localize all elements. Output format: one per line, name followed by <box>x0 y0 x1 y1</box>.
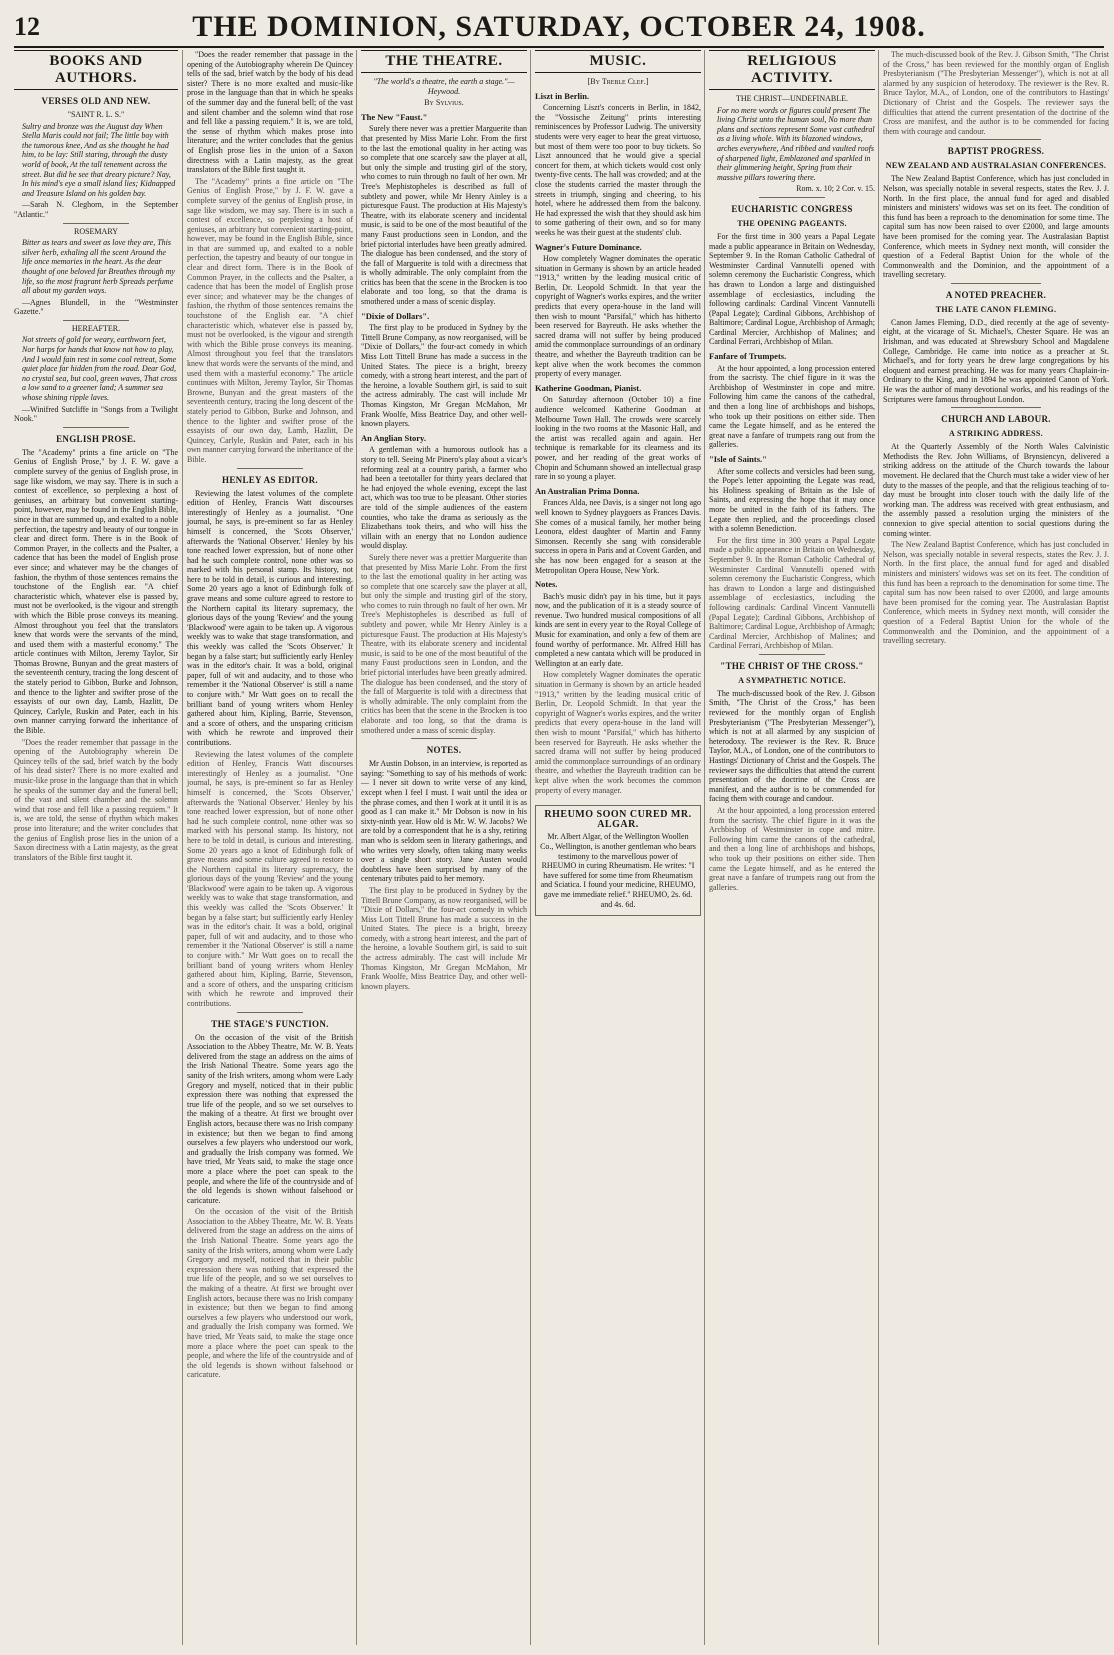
goodman-article: On Saturday afternoon (October 10) a fine audience welcomed Katherine Goodman at Melbourne Town Hall. The crowds were scarcely looking in the two rooms at the Masonic Hall, and the artist was recalled again and again. Her technique is remarkable for its clearness and its power, and her reading of the great works of Chopin and Schumann showed an intellectual grasp rare in so young a player. <box>535 395 701 482</box>
isle-of-saints-heading: "Isle of Saints." <box>709 454 767 464</box>
newspaper-title: THE DOMINION, SATURDAY, OCTOBER 24, 1908. <box>192 10 926 43</box>
poem-author: —Agnes Blundell, in the "Westminster Gazette." <box>14 297 178 317</box>
faust-article: Surely there never was a prettier Marguerite than that presented by Miss Marie Lohr. From the first to the last the emotional quality in her acting was so complete that one scarcely saw the player at all, but only the simple and trusting girl of the story, who comes to ruin through no fault of her own. Mr Tree's Mephistopheles is described as full of subtlety and power, while Mr Henry Ainley is a picturesque Faust. The production at His Majesty's Theatre, with its elaborate scenery and incidental music, is said to be one of the most beautiful of the many Faust productions seen in London, and the brief pictorial interludes have been greatly admired. The dialogue has been condensed, and the story of the fall of Marguerite is told with a directness that is wholly admirable. The only complaint from the critics has been that the scene in the Brocken is too elaborate and too long, so that the drama is smothered under a mass of scenic display. <box>361 124 527 307</box>
christ-of-cross-continued: At the hour appointed, a long procession entered from the sacristy. The chief figure in it was the Archbishop of Westminster in cope and mitre. Following him came the canons of the cathedral, and then a long line of archbishops and bishops, who took up their positions on either side. Then came the Legate himself, and as he entered the great nave a fanfare of trumpets rang out from the galleries. <box>709 806 875 892</box>
fanfare-heading: Fanfare of Trumpets. <box>709 351 787 362</box>
advert-heading: RHEUMO SOON CURED MR. ALGAR. <box>544 809 692 830</box>
church-labour-continued: The New Zealand Baptist Conference, which has just concluded in Nelson, was specially notable in several respects, states the Rev. J. J. North. In the first place, the annual fund for aged and disabled ministers and ministers' widows was set on its feet. The condition of this fund has been a reproach to the denomination for some time. The capital sum has now been raised to over £2000, and large amounts have been promised for the coming year. The Australasian Baptist Conference, which meets in Sydney next month, will consider the question of a Federal Baptist Union for the whole of the Commonwealth and the Dominion, and the appointment of a travelling secretary. <box>883 540 1109 646</box>
divider <box>63 320 129 321</box>
divider <box>63 223 129 224</box>
church-labour-article: At the Quarterly Assembly of the North Wales Calvinistic Methodists the Rev. John Williams, of Brynsiencyn, delivered a striking address on the attitude of the Church towards the labour movement. He declared that the Church must take a wider view of her duty to the masses of the people, and that the religious teaching of to-day must be brought into closer touch with the daily life of the working man. The address was received with great enthusiasm, and the assembly passed a resolution urging the ministers of the connexion to give special attention to social questions during the coming winter. <box>883 442 1109 538</box>
baptist-article: The New Zealand Baptist Conference, which has just concluded in Nelson, was specially notable in several respects, states the Rev. J. J. North. In the first place, the annual fund for aged and disabled ministers and ministers' widows was set on its feet. The condition of this fund has been a reproach to the denomination for some time. The capital sum has now been raised to over £2000, and large amounts have been promised for the coming year. The Australasian Baptist Conference, which meets in Sydney next month, will consider the question of a Federal Baptist Union for the whole of the Commonwealth and the Dominion, and the appointment of a travelling secretary. <box>883 174 1109 280</box>
prima-donna-article: Frances Alda, nee Davis, is a singer not long ago well known to Sydney playgoers as Frances Davis. She comes of a musical family, her mother being Leonora, eldest daughter of Martin and Fanny Simonsen. Recently she sang with considerable success in opera in Paris and at Covent Garden, and she has now been engaged for a season at the Metropolitan Opera House, New York. <box>535 498 701 575</box>
divider <box>411 738 477 739</box>
music-byline: [By Treble Clef.] <box>587 77 649 86</box>
divider <box>759 197 825 198</box>
theatre-motto: "The world's a theatre, the earth a stage."—Heywood. <box>373 77 515 96</box>
liszt-heading: Liszt in Berlin. <box>535 90 590 101</box>
christ-of-cross-subheading: A SYMPATHETIC NOTICE. <box>738 675 846 685</box>
religious-article-continued: The much-discussed book of the Rev. J. Gibson Smith, "The Christ of the Cross," has been reviewed for the monthly organ of English Presbyterianism ("The Presbyterian Messenger"), which is not at all alarmed by any suspicion of heterodoxy. The reviewer is the Rev. R. Bruce Taylor, M.A., of London, one of the contributors to Hastings' Dictionary of Christ and the Gospels. The reviewer says the difficulties that attend the current presentation of the doctrine of the Cross are manifest, and the author is to be commended for facing them with courage and candour. <box>883 50 1109 136</box>
christ-of-cross-heading: "THE CHRIST OF THE CROSS." <box>720 660 864 671</box>
church-labour-subheading: A STRIKING ADDRESS. <box>949 429 1043 439</box>
english-prose-continued: "Does the reader remember that passage in the opening of the Autobiography wherein De Quincey tells of the sad, brief watch by the body of his dead sister? There is no more exalted and music-like prose in the language than that in which he speaks of the summer day and the funeral bell; of the vast and silent chamber and the solemn wind that rose and fell like a passing requiem." It is, we are told, the sense of rhythm which makes prose into literature; and the writer concludes that the genius of English prose lies in the union of a Saxon directness with a Latin majesty, as the great translators of the Bible first taught it. <box>14 737 178 862</box>
stage-function-continued: On the occasion of the visit of the British Association to the Abbey Theatre, Mr. W. B. Yeats delivered from the stage an address on the aims of the Irish National Theatre. Some years ago the sanity of the Irish writers, among whom were Lady Gregory and myself, noticed that in their public expression there was nothing that expressed the true life of the people, and so we set ourselves to the making of a theatre. At first we brought over English actors, because there was no Irish company in existence; but then we began to find among ourselves a few players who understood our work, and gradually the Irish company was formed. We have tried, Mr Yeats said, to make the stage once more a place where the poet can speak to the people, and where the life of the countryside and of the old legends is shown without falsehood or caricature. <box>187 1207 353 1380</box>
column-church-news <box>878 50 1109 1645</box>
poem-saint-rls: Sultry and bronze was the August day When Stella Maris could not fail; The little boy with the tumorous knee, And as she thought he had him, to be lay: Still staring, through the dusty world of book, At the tall tenement across the street. But did he see that dreary picture? Nay, In his mind's eye a small island lies; Kidnapped and Treasure Island on his golden bay. <box>22 121 176 198</box>
poem-hereafter: Not streets of gold for weary, earthworn feet, Nor harps for hands that know not how to play, And I would fain rest in some cool retreat, Some quiet place far hidden from the road. Dear God, no crystal sea, but cool, green waves, That cross a low sand to a greener land; A summer sea whose shining ripple laves. <box>22 335 178 403</box>
preacher-subheading: THE LATE CANON FLEMING. <box>935 304 1057 314</box>
poem-author: —Sarah N. Cleghorn, in the September "Atlantic." <box>14 200 178 219</box>
anglian-article: A gentleman with a humorous outlook has a story to tell. Seeing Mr Pinero's play about a vicar's reforming zeal at a country parish, a farmer who had been a teetotaller for thirty years declared that he had enjoyed the whole evening, except the last act, which was too true to be pleasant. Other stories are told of the simple audiences of the eastern counties, who take the drama as seriously as the Elizabethans took theirs, and who will hiss the villain with an energy that no London audience would display. <box>361 445 527 551</box>
rheumo-advertisement <box>535 805 701 916</box>
poem-title-christ: THE CHRIST—UNDEFINABLE. <box>736 94 848 103</box>
prima-donna-heading: An Australian Prima Donna. <box>535 485 640 496</box>
poem-title-hereafter: HEREAFTER. <box>71 323 121 333</box>
christ-of-cross-article: The much-discussed book of the Rev. J. Gibson Smith, "The Christ of the Cross," has been reviewed for the monthly organ of English Presbyterianism ("The Presbyterian Messenger"), which is not at all alarmed by any suspicion of heterodoxy. The reviewer is the Rev. R. Bruce Taylor, M.A., of London, one of the contributors to Hastings' Dictionary of Christ and the Gospels. The reviewer says the difficulties that attend the current presentation of the doctrine of the Cross are manifest, and the author is to be commended for facing them with courage and candour. <box>709 688 875 804</box>
poem-rosemary: Bitter as tears and sweet as love they are, This silver herb, exhaling all the scent Around the life once memories in the heart. As the dear thought of one beloved far Breathes through my life, so the most fragrant herb Spreads perfume all about my garden ways. <box>22 238 175 296</box>
religious-continued: For the first time in 300 years a Papal Legate made a public appearance in Britain on Wednesday, September 9. In the Roman Catholic Cathedral of Westminster Cardinal Vannutelli opened with solemn ceremony the Eucharistic Congress, which has drawn to London a large and distinguished assemblage of ecclesiastics, including the following cardinals: Cardinal Vincent Vannutelli (Papal Legate); Cardinal Gibbons, Archbishop of Baltimore; Cardinal Logue, Archbishop of Armagh; Cardinal Mercier, Archbishop of Malines; and Cardinal Ferrari, Archbishop of Milan. <box>709 535 875 651</box>
english-prose-heading: ENGLISH PROSE. <box>56 433 136 444</box>
wagner-article: How completely Wagner dominates the operatic situation in Germany is shown by an article headed "1913," written by the leading musical critic of Berlin, Dr. Leopold Schmidt. In that year the copyright of Wagner's works expires, and the writer predicts that every opera-house in the land will then wish to mount "Parsifal," which has hitherto been reserved for Bayreuth. He asks whether the sacred drama will not suffer by being produced amid the commonplace surroundings of an ordinary theatre, and whether the Bayreuth tradition can be kept alive when the work becomes the common property of every manager. <box>535 254 701 379</box>
music-notes: Bach's music didn't pay in his time, but it pays now, and the publication of it is a steady source of revenue. Two hundred musical compositions of all kinds are sent in every year to the Royal College of Music for examination, and only a few of them are found worthy of performance. Mr. Alfred Hill has completed a new cantata which will be produced in Wellington at an early date. <box>535 591 701 668</box>
scripture-reference: Rom. x. 10; 2 Cor. v. 15. <box>796 184 875 194</box>
henley-article-continued: Reviewing the latest volumes of the complete edition of Henley, Francis Watt discourses interestingly of Henley as a journalist. "One journal, he says, is pre-eminent so far as Henley himself is concerned, the 'Scots Observer,' afterwards the 'National Observer.' Henley by his tone reached lower expression, but of none other had he such complete control, none other was so marked with his personal stamp. Its history, not here to be told in detail, is curious and interesting. Some 20 years ago a knot of Edinburgh folk of grave means and some culture agreed to restore to the Northern capital its literary supremacy, the glorious days of the young 'Review' and the young 'Blackwood' were again to be taken up. A vigorous weekly was to wake that stage transformation, and this weekly was called the 'Scots Observer.' It began by a false start; but sufficiently early Henley was in the editor's chair. It was a bold, original paper, full of wit and audacity, and to those who remember it the 'National Observer' is still a name to conjure with." Mr Watt goes on to recall the brilliant band of young writers whom Henley gathered about him, Kipling, Barrie, Stevenson, and a score of others, and the unsparing criticism with which he rewrote and improved their contributions. <box>187 749 353 1008</box>
column-religious <box>704 50 879 1645</box>
section-header-books: BOOKS AND AUTHORS. <box>14 50 178 90</box>
section-header-theatre: THE THEATRE. <box>361 50 527 73</box>
theatre-notes-heading: NOTES. <box>426 745 462 756</box>
english-prose-article: The "Academy" prints a fine article on "The Genius of English Prose," by J. F. W. gave a complete survey of the genius of English prose, in sage like wisdom, we may say. There is in such a contest of excellence, so perplexing a host of geniuses, an arbitrary but convenient starting-point, however, may be found in the English Bible, since in that are summed up, and exalted to a noble perfection, the tapestry and beauty of our tongue in clear and direct form. There is in the Book of Common Prayer, in the collects and the Psalter, a cadence that has been the model of English prose ever since; and whatever may be the changes of fashion, the rhythm of those sentences remains the touchstone of the English ear. "A chief characteristic which, whatever else is passed by, must not be overlooked, is the vigour and strength with which the Bible prose conveys its meaning. Almost throughout you feel that the translators knew that words were the servants of the mind, and used them with a masterful economy." The article continues with Milton, Jeremy Taylor, Sir Thomas Browne, Bunyan and the great masters of the seventeenth century, tracing the long descent of the stately period to Gibbon, Burke and Johnson, and thence to the lighter and swifter prose of the essayists of our own day, Lamb, Hazlitt, De Quincey, Carlyle, Ruskin and Pater, each in his own manner carrying forward the inheritance of the Bible. <box>14 447 178 736</box>
music-notes-heading: Notes. <box>535 579 558 590</box>
henley-heading: HENLEY AS EDITOR. <box>222 474 318 485</box>
masthead <box>14 8 1104 48</box>
divider <box>951 139 1041 140</box>
preacher-heading: A NOTED PREACHER. <box>945 289 1047 300</box>
column-music <box>530 50 705 1645</box>
poem-christ: For no mere words or figures could present The living Christ unto the human soul, No more than plans and sections represent Some vast cathedral as a living whole. With its blazoned windows, arches everywhere, And ribbed and vaulted roofs of sharpened light, Emblazoned and sparkled in their glimmering height, Spring from their massive pillars towering there. <box>717 105 875 182</box>
eucharistic-subheading: THE OPENING PAGEANTS. <box>737 218 847 228</box>
column-books-2 <box>182 50 357 1645</box>
section-header-religious: RELIGIOUS ACTIVITY. <box>709 50 875 90</box>
fanfare-article: At the hour appointed, a long procession entered from the sacristy. The chief figure in it was the Archbishop of Westminster in cope and mitre. Following him came the canons of the cathedral, and then a long line of archbishops and bishops, who took up their positions on either side. Then came the Legate himself, and as he entered the great nave a fanfare of trumpets rang out from the galleries. <box>709 363 875 450</box>
de-quincey-article: "Does the reader remember that passage in the opening of the Autobiography wherein De Quincey tells of the sad, brief watch by the body of his dead sister? There is no more exalted and music-like prose in the language than that in which he speaks of the summer day and the funeral bell; of the vast and silent chamber and the solemn wind that rose and fell like a passing requiem." It is, we are told, the sense of rhythm which makes prose into literature; and the writer concludes that the genius of English prose lies in the union of a Saxon directness with a Latin majesty, as the great translators of the Bible first taught it. <box>187 50 353 175</box>
verses-heading: VERSES OLD AND NEW. <box>41 96 151 106</box>
church-labour-heading: CHURCH AND LABOUR. <box>941 414 1051 425</box>
advert-text: Mr. Albert Algar, of the Wellington Woollen Co., Wellington, is another gentleman who bears testimony to the marvellous power of RHEUMO in curing Rheumatism. He writes: "I have suffered for some time from Rheumatism and Sciatica. I found your medicine, RHEUMO, gave me immediate relief." RHEUMO, 2s. 6d. and 4s. 6d. <box>540 832 696 909</box>
music-notes-continued: How completely Wagner dominates the operatic situation in Germany is shown by an article headed "1913," written by the leading musical critic of Berlin, Dr. Leopold Schmidt. In that year the copyright of Wagner's works expires, and the writer predicts that every opera-house in the land will then wish to mount "Parsifal," which has hitherto been reserved for Bayreuth. He asks whether the sacred drama will not suffer by being produced amid the commonplace surroundings of an ordinary theatre, and whether the Bayreuth tradition can be kept alive when the work becomes the common property of every manager. <box>535 670 701 795</box>
stage-function-heading: THE STAGE'S FUNCTION. <box>211 1018 329 1029</box>
divider <box>237 468 303 469</box>
baptist-subheading: NEW ZEALAND AND AUSTRALASIAN CONFERENCES. <box>885 161 1107 171</box>
theatre-notes: Mr Austin Dobson, in an interview, is reported as saying: "Something to say of his methods of work:— I never sit down to write verse of any kind, except when I feel I must. I wait until the idea or the phrase comes, and then I work at it until it is as good as I can make it." Mr Dobson is now in his sixty-ninth year. How old is Mr. W. W. Jacobs? We are told by a correspondent that he is a shy, retiring man who is seldom seen in literary gatherings, and who writes very slowly, often taking many weeks over a single short story. Jane Austen would doubtless have been surprised by many of the centenary tributes paid to her memory. <box>361 759 527 884</box>
divider <box>951 407 1041 408</box>
section-header-music: MUSIC. <box>535 50 701 73</box>
divider <box>63 427 129 428</box>
goodman-heading: Katherine Goodman, Pianist. <box>535 382 642 393</box>
faust-heading: The New "Faust." <box>361 111 428 122</box>
divider <box>237 1012 303 1013</box>
column-books-1 <box>14 50 182 1645</box>
baptist-heading: BAPTIST PROGRESS. <box>947 146 1045 157</box>
divider <box>759 654 825 655</box>
dollars-heading: "Dixie of Dollars". <box>361 310 430 321</box>
henley-article: Reviewing the latest volumes of the complete edition of Henley, Francis Watt discourses interestingly of Henley as a journalist. "One journal, he says, is pre-eminent so far as Henley himself is concerned, the 'Scots Observer,' afterwards the 'National Observer.' Henley by his tone reached lower expression, but of none other had he such complete control, none other was so marked with his personal stamp. Its history, not here to be told in detail, is curious and interesting. Some 20 years ago a knot of Edinburgh folk of grave means and some culture agreed to restore to the Northern capital its literary supremacy, the glorious days of the young 'Review' and the young 'Blackwood' were again to be taken up. A vigorous weekly was to wake that stage transformation, and this weekly was called the 'Scots Observer.' It began by a false start; but sufficiently early Henley was in the editor's chair. It was a bold, original paper, full of wit and audacity, and to those who remember it the 'National Observer' is still a name to conjure with." Mr Watt goes on to recall the brilliant band of young writers whom Henley gathered about him, Kipling, Barrie, Stevenson, and a score of others, and the unsparing criticism with which he rewrote and improved their contributions. <box>187 488 353 747</box>
page-number: 12 <box>14 12 40 41</box>
dollars-article: The first play to be produced in Sydney by the Tittell Brune Company, as now reorganised, will be "Dixie of Dollars," the four-act comedy in which Miss Lott Tittell Brune has made a success in the United States. The piece is a bright, breezy comedy, with a strong heart interest, and the part of the heroine, a lovable Southern girl, is said to suit the actress admirably. The cast will include Mr Thomas Kingston, Mr Gregan McMahon, Mr Frank Woolfe, Miss Beatrice Day, and other well-known players. <box>361 323 527 429</box>
divider <box>951 283 1041 284</box>
anglian-heading: An Anglian Story. <box>361 432 426 443</box>
eucharistic-article: For the first time in 300 years a Papal Legate made a public appearance in Britain on Wednesday, September 9. In the Roman Catholic Cathedral of Westminster Cardinal Vannutelli opened with solemn ceremony the Eucharistic Congress, which has drawn to London a large and distinguished assemblage of ecclesiastics, including the following cardinals: Cardinal Vincent Vannutelli (Papal Legate); Cardinal Gibbons, Archbishop of Baltimore; Cardinal Logue, Archbishop of Armagh; Cardinal Mercier, Archbishop of Malines; and Cardinal Ferrari, Archbishop of Milan. <box>709 231 875 347</box>
isle-of-saints-article: After some collects and versicles had been sung, the Pope's letter appointing the Legate was read, his Holiness speaking of Britain as the Isle of Saints, and expressing the hope that it may once more be united in the faith of its fathers. The Legate then replied, and the proceedings closed with a solemn Benediction. <box>709 466 875 534</box>
preacher-article: Canon James Fleming, D.D., died recently at the age of seventy-eight, at the vicarage of St. Michael's, Chester Square. He was an Irishman, and was educated at Shrewsbury School and Magdalene College, Cambridge. He came into notice as a preacher at St. Michael's, and for forty years he drew large congregations by his eloquent and earnest preaching. He was for many years Chaplain-in-Ordinary to the King, and in 1894 he was appointed Canon of York. He was the author of many devotional works, and his readings of the Scriptures were famous throughout London. <box>883 317 1109 404</box>
column-theatre <box>356 50 531 1645</box>
poem-title-rosemary: ROSEMARY <box>73 226 118 236</box>
theatre-byline: By Sylvius. <box>424 98 464 108</box>
poem-title-saint-rls: "SAINT R. L. S." <box>67 110 125 119</box>
prose-article-continued: The "Academy" prints a fine article on "The Genius of English Prose," by J. F. W. gave a complete survey of the genius of English prose, in sage like wisdom, we may say. There is in such a contest of excellence, so perplexing a host of geniuses, an arbitrary but convenient starting-point, however, may be found in the English Bible, since in that are summed up, and exalted to a noble perfection, the tapestry and beauty of our tongue in clear and direct form. There is in the Book of Common Prayer, in the collects and the Psalter, a cadence that has been the model of English prose ever since; and whatever may be the changes of fashion, the rhythm of those sentences remains the touchstone of the English ear. "A chief characteristic which, whatever else is passed by, must not be overlooked, is the vigour and strength with which the Bible prose conveys its meaning. Almost throughout you feel that the translators knew that words were the servants of the mind, and used them with a masterful economy." The article continues with Milton, Jeremy Taylor, Sir Thomas Browne, Bunyan and the great masters of the seventeenth century, tracing the long descent of the stately period to Gibbon, Burke and Johnson, and thence to the lighter and swifter prose of the essayists of our own day, Lamb, Hazlitt, De Quincey, Carlyle, Ruskin and Pater, each in his own manner carrying forward the inheritance of the Bible. <box>187 176 353 464</box>
liszt-article: Concerning Liszt's concerts in Berlin, in 1842, the "Vossische Zeitung" prints interesting reminiscences by Professor Ludwig. The university students were very eager to hear the great virtuoso, but most of them were too poor to buy tickets. So Liszt announced that he would give a special concert for them, at which tickets would cost only twenty-five cents. The hall was crowded; and at the close the students carried the master through the streets in triumph, singing and cheering, to his hotel, where he addressed them from the balcony. He had expressed the wish that they should ask him to some gathering of their own, and so for many weeks he was their guest at the students' club. <box>535 103 701 237</box>
wagner-heading: Wagner's Future Dominance. <box>535 241 642 252</box>
theatre-notes-continued: The first play to be produced in Sydney by the Tittell Brune Company, as now reorganised, will be "Dixie of Dollars," the four-act comedy in which Miss Lott Tittell Brune has made a success in the United States. The piece is a bright, breezy comedy, with a strong heart interest, and the part of the heroine, a lovable Southern girl, is said to suit the actress admirably. The cast will include Mr Thomas Kingston, Mr Gregan McMahon, Mr Frank Woolfe, Miss Beatrice Day, and other well-known players. <box>361 885 527 991</box>
eucharistic-heading: EUCHARISTIC CONGRESS <box>731 203 853 214</box>
theatre-continued: Surely there never was a prettier Marguerite than that presented by Miss Marie Lohr. From the first to the last the emotional quality in her acting was so complete that one scarcely saw the player at all, but only the simple and trusting girl of the story, who comes to ruin through no fault of her own. Mr Tree's Mephistopheles is described as full of subtlety and power, while Mr Henry Ainley is a picturesque Faust. The production at His Majesty's Theatre, with its elaborate scenery and incidental music, is said to be one of the most beautiful of the many Faust productions seen in London, and the brief pictorial interludes have been greatly admired. The dialogue has been condensed, and the story of the fall of Marguerite is told with a directness that is wholly admirable. The only complaint from the critics has been that the scene in the Brocken is too elaborate and too long, so that the drama is smothered under a mass of scenic display. <box>361 552 527 735</box>
poem-author: —Winifred Sutcliffe in "Songs from a Twilight Nook." <box>14 404 178 424</box>
stage-function-article: On the occasion of the visit of the British Association to the Abbey Theatre, Mr. W. B. Yeats delivered from the stage an address on the aims of the Irish National Theatre. Some years ago the sanity of the Irish writers, among whom were Lady Gregory and myself, noticed that in their public expression there was nothing that expressed the true life of the people, and so we set ourselves to the making of a theatre. At first we brought over English actors, because there was no Irish company in existence; but then we began to find among ourselves a few players who understood our work, and gradually the Irish company was formed. We have tried, Mr Yeats said, to make the stage once more a place where the poet can speak to the people, and where the life of the countryside and of the old legends is shown without falsehood or caricature. <box>187 1032 353 1205</box>
